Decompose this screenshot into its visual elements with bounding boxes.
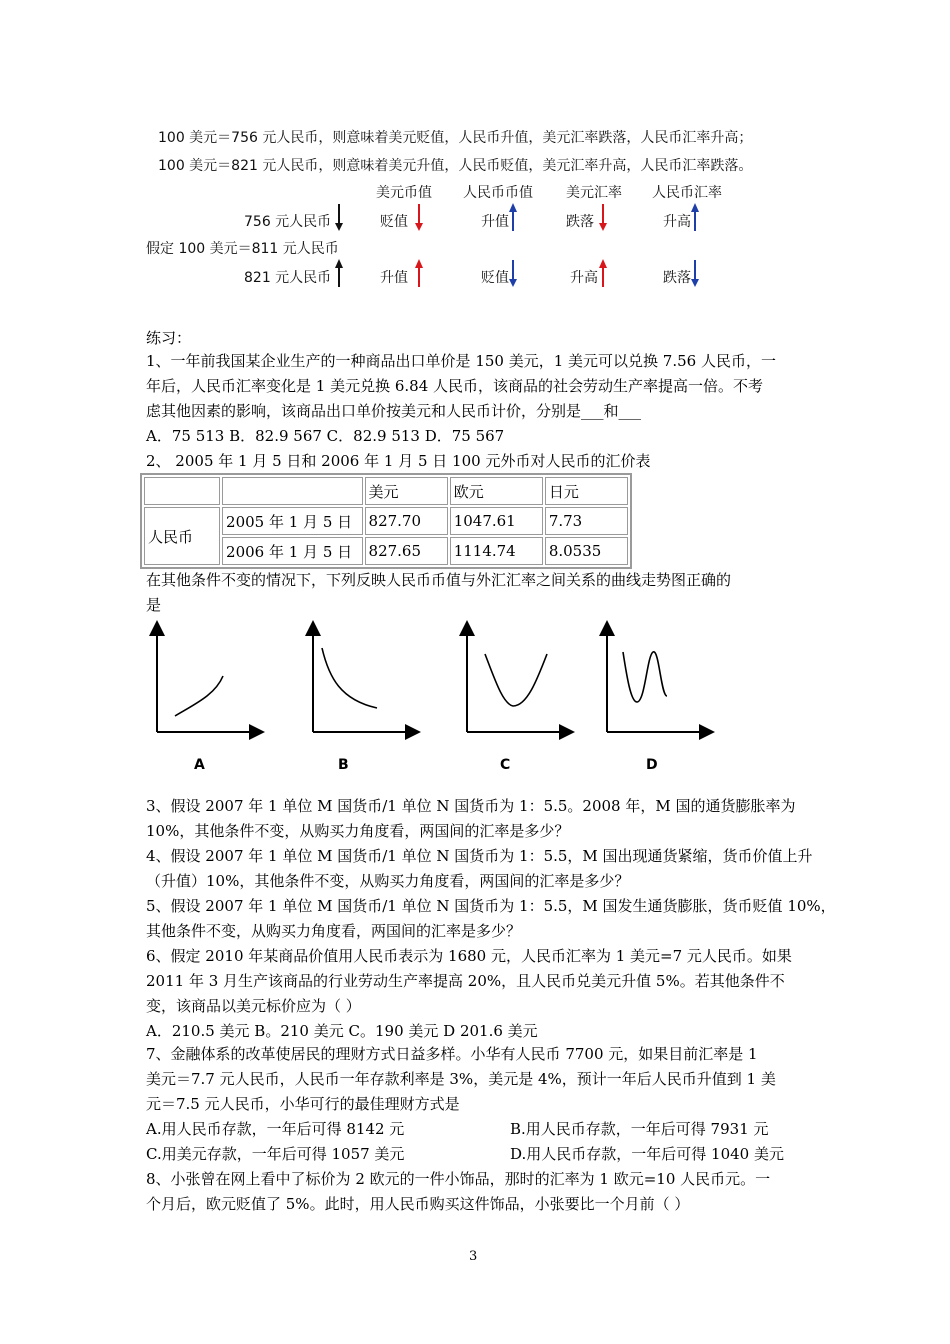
figure-header: 美元币值 [376,185,432,201]
figure-line-2: 100 美元＝821 元人民币，则意味着美元升值，人民币贬值，美元汇率升高，人民币汇率跌落。 [158,158,753,174]
black-up-arrow-icon [334,258,344,288]
figure-header: 人民币币值 [463,185,533,201]
row2-value: 升值 [380,270,408,286]
table-cell: 827.65 [365,537,448,565]
question-6-line: 变，该商品以美元标价应为（ ） [146,997,361,1015]
practice-heading: 练习： [146,329,192,347]
table-cell: 1047.61 [450,507,543,535]
figure-line-1: 100 美元＝756 元人民币，则意味着美元贬值，人民币升值，美元汇率跌落，人民币汇率升高； [158,130,753,146]
table-cell-date: 2005 年 1 月 5 日 [222,507,363,535]
question-1-options: A．75 513 B．82.9 567 C．82.9 513 D．75 567 [146,427,505,445]
red-down-arrow-icon [598,202,608,232]
row2-value: 跌落 [663,270,691,286]
table-header-usd: 美元 [365,477,448,505]
question-5-line: 其他条件不变，从购买力角度看，两国间的汇率是多少？ [146,922,522,940]
red-up-arrow-icon [598,258,608,288]
row1-value: 升高 [663,214,691,230]
graph-label-b: B [338,757,349,773]
table-row [144,477,628,505]
question-2-stem: 是 [146,596,162,614]
question-7-option: B.用人民币存款，一年后可得 7931 元 [510,1120,769,1138]
question-8-line: 8、小张曾在网上看中了标价为 2 欧元的一件小饰品，那时的汇率为 1 欧元=10 人民币元。一 [146,1170,771,1188]
red-down-arrow-icon [414,202,424,232]
question-3-line: 3、假设 2007 年 1 单位 M 国货币/1 单位 N 国货币为 1：5.5。2008 年，M 国的通货膨胀率为 [146,797,796,815]
question-7-option: D.用人民币存款，一年后可得 1040 美元 [510,1145,784,1163]
row2-value: 贬值 [481,270,509,286]
table-cell: 827.70 [365,507,448,535]
table-row [144,507,628,535]
question-1-line: 1、一年前我国某企业生产的一种商品出口单价是 150 美元，1 美元可以兑换 7.56 人民币，一 [146,352,776,370]
question-7-option: A.用人民币存款，一年后可得 8142 元 [146,1120,405,1138]
row1-value: 升值 [481,214,509,230]
graph-c [467,628,567,732]
row2-value: 升高 [570,270,598,286]
question-1-line: 年后，人民币汇率变化是 1 美元兑换 6.84 人民币，该商品的社会劳动生产率提高一倍。不考 [146,377,764,395]
graph-d [607,628,707,732]
graph-a [157,628,257,732]
blue-up-arrow-icon [508,202,518,232]
table-row-group-label: 人民币 [144,507,220,565]
table-cell-date: 2006 年 1 月 5 日 [222,537,363,565]
question-7-line: 7、金融体系的改革使居民的理财方式日益多样。小华有人民币 7700 元，如果目前汇率是 1 [146,1045,758,1063]
question-4-line: （升值）10%，其他条件不变，从购买力角度看，两国间的汇率是多少？ [146,872,630,890]
exchange-rate-table [140,473,632,569]
question-7-option: C.用美元存款，一年后可得 1057 美元 [146,1145,405,1163]
table-cell: 8.0535 [545,537,628,565]
figure-header: 人民币汇率 [652,185,722,201]
blue-down-arrow-icon [508,258,518,288]
question-3-line: 10%，其他条件不变，从购买力角度看，两国间的汇率是多少？ [146,822,570,840]
question-7-line: 元＝7.5 元人民币，小华可行的最佳理财方式是 [146,1095,460,1113]
table-header-eur: 欧元 [450,477,543,505]
graph-b [313,628,413,732]
row1-value: 跌落 [566,214,594,230]
table-cell: 7.73 [545,507,628,535]
question-1-line: 虑其他因素的影响，该商品出口单价按美元和人民币计价，分别是___和___ [146,402,642,420]
question-6-line: 6、假定 2010 年某商品价值用人民币表示为 1680 元，人民币汇率为 1 美元=7 元人民币。如果 [146,947,792,965]
red-up-arrow-icon [414,258,424,288]
black-down-arrow-icon [334,202,344,232]
blue-up-arrow-icon [690,202,700,232]
row2-label: 821 元人民币 [244,270,332,286]
question-6-line: 2011 年 3 月生产该商品的行业劳动生产率提高 20%，且人民币兑美元升值 5%。若其他条件不 [146,972,785,990]
table-cell [222,477,363,505]
question-8-line: 个月后，欧元贬值了 5%。此时，用人民币购买这件饰品，小张要比一个月前（ ） [146,1195,690,1213]
question-4-line: 4、假设 2007 年 1 单位 M 国货币/1 单位 N 国货币为 1：5.5，M 国出现通货紧缩，货币价值上升 [146,847,813,865]
table-header-jpy: 日元 [545,477,628,505]
graph-label-c: C [500,757,511,773]
figure-assumption: 假定 100 美元＝811 元人民币 [146,241,339,257]
question-2-title: 2、 2005 年 1 月 5 日和 2006 年 1 月 5 日 100 元外币对人民币的汇价表 [146,452,651,470]
page-number: 3 [469,1249,478,1264]
graph-label-a: A [194,757,205,773]
row1-value: 贬值 [380,214,408,230]
question-5-line: 5、假设 2007 年 1 单位 M 国货币/1 单位 N 国货币为 1：5.5，M 国发生通货膨胀，货币贬值 10%， [146,897,836,915]
question-6-options: A．210.5 美元 B。210 美元 C。190 美元 D 201.6 美元 [146,1022,538,1040]
question-7-line: 美元＝7.7 元人民币，人民币一年存款利率是 3%，美元是 4%，预计一年后人民币升值到 1 美 [146,1070,776,1088]
figure-header: 美元汇率 [566,185,622,201]
question-2-stem: 在其他条件不变的情况下，下列反映人民币币值与外汇汇率之间关系的曲线走势图正确的 [146,571,732,589]
table-cell: 1114.74 [450,537,543,565]
graph-label-d: D [646,757,658,773]
blue-down-arrow-icon [690,258,700,288]
row1-label: 756 元人民币 [244,214,332,230]
curve-graphs [145,620,785,780]
table-cell [144,477,220,505]
